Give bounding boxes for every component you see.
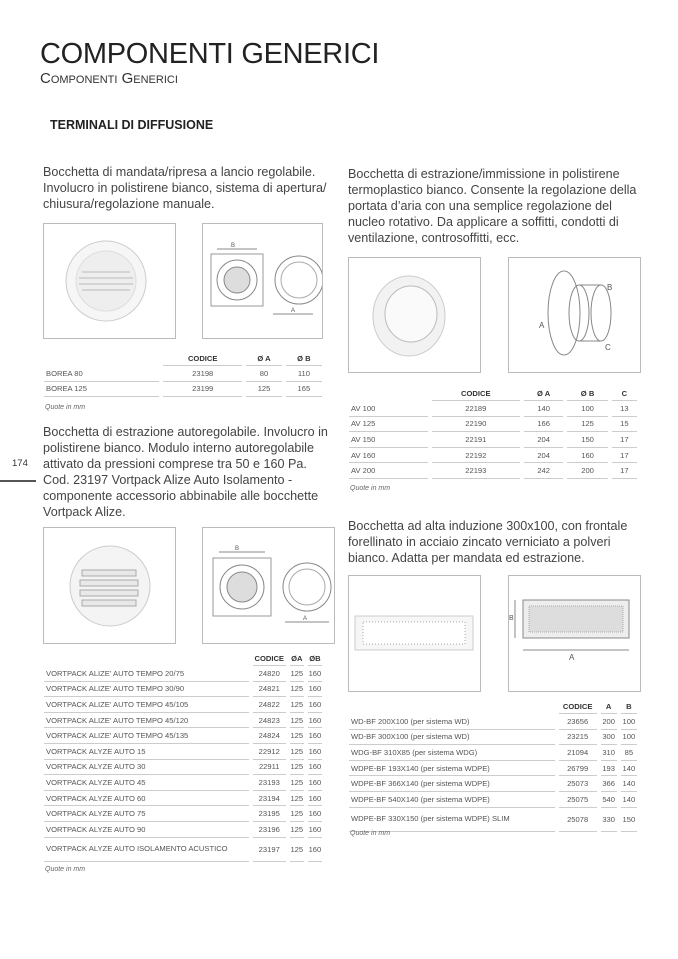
column-header: CODICE bbox=[163, 351, 242, 366]
product-description: Bocchetta di estrazione autoregolabile. Involucro in polistirene bianco. Modulo interno autoregolabile attivato da pressioni comprese tra 50 e 160 Pa. Cod. 23197 Vortpack Alize Auto Isolamento - componente accessorio abbinabile alle bocchette Vortpack Alize. bbox=[43, 425, 328, 519]
table-cell: 23199 bbox=[163, 382, 242, 398]
table-cell: 23197 bbox=[253, 838, 286, 862]
table-cell: 125 bbox=[290, 838, 304, 862]
table-cell: 22190 bbox=[432, 417, 520, 433]
page-number-rule bbox=[0, 480, 36, 482]
column-header: ØB bbox=[308, 651, 322, 666]
table-cell: 100 bbox=[621, 730, 637, 746]
product-name-cell: VORTPACK ALIZE' AUTO TEMPO 45/105 bbox=[44, 697, 249, 713]
table-cell: 22189 bbox=[432, 401, 520, 417]
table-cell: 125 bbox=[290, 697, 304, 713]
table-cell: 160 bbox=[308, 822, 322, 838]
table-cell: 25075 bbox=[559, 792, 597, 808]
product-description: Bocchetta ad alta induzione 300x100, con frontale forellinato in acciaio zincato verniciato a polveri bianco. Adatta per mandata ed estrazione. bbox=[348, 519, 628, 565]
table-cell: 125 bbox=[290, 666, 304, 682]
table-cell: 160 bbox=[308, 838, 322, 862]
table-cell: 22191 bbox=[432, 432, 520, 448]
table-cell: 150 bbox=[621, 808, 637, 832]
table-cell: 125 bbox=[290, 791, 304, 807]
table-cell: 204 bbox=[524, 432, 563, 448]
product-description: Bocchetta di estrazione/immissione in polistirene termoplastico bianco. Consente la regolazione della portata d’aria con una semplice regolazione del nucleo rotativo. Da applicare a soffitti, condotti di ventilazione, controsoffitti, ecc. bbox=[348, 167, 637, 245]
product-name-cell: AV 125 bbox=[349, 417, 428, 433]
table-row bbox=[44, 682, 322, 698]
product-name-cell: WDPE-BF 540X140 (per sistema WDPE) bbox=[349, 792, 555, 808]
product-name-cell: WDPE-BF 366X140 (per sistema WDPE) bbox=[349, 776, 555, 792]
product-name-cell: VORTPACK ALIZE' AUTO TEMPO 30/90 bbox=[44, 682, 249, 698]
column-header bbox=[44, 651, 249, 666]
table-cell: 23193 bbox=[253, 775, 286, 791]
product-name-cell: VORTPACK ALYZE AUTO 90 bbox=[44, 822, 249, 838]
table-cell: 160 bbox=[308, 666, 322, 682]
table-cell: 23195 bbox=[253, 806, 286, 822]
table-cell: 80 bbox=[246, 366, 281, 382]
table-row bbox=[44, 697, 322, 713]
table-cell: 25073 bbox=[559, 776, 597, 792]
table-cell: 200 bbox=[567, 463, 607, 479]
product-description: Bocchetta di mandata/ripresa a lancio regolabile. Involucro in polistirene bianco, sistema di apertura/ chiusura/regolazione manuale. bbox=[43, 165, 327, 211]
column-header bbox=[44, 351, 159, 366]
table-cell: 125 bbox=[290, 822, 304, 838]
units-note: Quote in mm bbox=[45, 404, 86, 411]
table-cell: 160 bbox=[308, 775, 322, 791]
column-header: Ø A bbox=[524, 386, 563, 401]
table-row bbox=[44, 822, 322, 838]
table-cell: 125 bbox=[290, 713, 304, 729]
table-cell: 166 bbox=[524, 417, 563, 433]
column-header: Ø A bbox=[246, 351, 281, 366]
page-number: 174 bbox=[12, 458, 28, 469]
table-cell: 125 bbox=[290, 682, 304, 698]
table-header-row bbox=[349, 386, 637, 401]
table-cell: 85 bbox=[621, 745, 637, 761]
product-name-cell: WD-BF 200X100 (per sistema WD) bbox=[349, 714, 555, 730]
table-cell: 24821 bbox=[253, 682, 286, 698]
table-cell: 22911 bbox=[253, 760, 286, 776]
table-row bbox=[349, 432, 637, 448]
column-header: CODICE bbox=[559, 699, 597, 714]
table-cell: 125 bbox=[246, 382, 281, 398]
table-row bbox=[44, 791, 322, 807]
product-name-cell: AV 160 bbox=[349, 448, 428, 464]
product-name-cell: WDG-BF 310X85 (per sistema WDG) bbox=[349, 745, 555, 761]
table-cell: 300 bbox=[601, 730, 617, 746]
table-cell: 23196 bbox=[253, 822, 286, 838]
table-cell: 200 bbox=[601, 714, 617, 730]
product-name-cell: VORTPACK ALIZE' AUTO TEMPO 20/75 bbox=[44, 666, 249, 682]
page-subtitle: Componenti Generici bbox=[40, 70, 178, 87]
column-header: CODICE bbox=[432, 386, 520, 401]
product-photo bbox=[43, 527, 176, 644]
table-cell: 24822 bbox=[253, 697, 286, 713]
table-row bbox=[44, 713, 322, 729]
product-name-cell: VORTPACK ALYZE AUTO 60 bbox=[44, 791, 249, 807]
table-row bbox=[44, 382, 322, 398]
table-cell: 17 bbox=[612, 463, 637, 479]
technical-drawing bbox=[508, 575, 641, 692]
table-row bbox=[349, 761, 637, 777]
table-cell: 23656 bbox=[559, 714, 597, 730]
column-header: C bbox=[612, 386, 637, 401]
product-name-cell: BOREA 80 bbox=[44, 366, 159, 382]
product-name-cell: VORTPACK ALYZE AUTO ISOLAMENTO ACUSTICO bbox=[44, 838, 249, 862]
product-name-cell: VORTPACK ALYZE AUTO 30 bbox=[44, 760, 249, 776]
product-name-cell: AV 100 bbox=[349, 401, 428, 417]
product-name-cell: AV 150 bbox=[349, 432, 428, 448]
table-cell: 13 bbox=[612, 401, 637, 417]
table-cell: 100 bbox=[567, 401, 607, 417]
table-row bbox=[44, 806, 322, 822]
table-cell: 22192 bbox=[432, 448, 520, 464]
diagram-label: A bbox=[291, 308, 296, 314]
diagram-label: C bbox=[605, 343, 611, 352]
table-cell: 125 bbox=[567, 417, 607, 433]
column-header: A bbox=[601, 699, 617, 714]
product-name-cell: WDPE-BF 193X140 (per sistema WDPE) bbox=[349, 761, 555, 777]
product-name-cell: WD-BF 300X100 (per sistema WD) bbox=[349, 730, 555, 746]
technical-drawing bbox=[202, 223, 323, 339]
table-cell: 204 bbox=[524, 448, 563, 464]
diagram-label: B bbox=[607, 283, 613, 292]
section-title: TERMINALI DI DIFFUSIONE bbox=[50, 118, 214, 132]
table-cell: 540 bbox=[601, 792, 617, 808]
product-photo bbox=[348, 257, 481, 373]
table-cell: 160 bbox=[567, 448, 607, 464]
table-cell: 23215 bbox=[559, 730, 597, 746]
table-cell: 22912 bbox=[253, 744, 286, 760]
table-row bbox=[349, 776, 637, 792]
diagram-label: A bbox=[569, 653, 575, 662]
table-cell: 160 bbox=[308, 806, 322, 822]
table-cell: 22193 bbox=[432, 463, 520, 479]
product-name-cell: VORTPACK ALIZE' AUTO TEMPO 45/135 bbox=[44, 728, 249, 744]
table-row bbox=[349, 463, 637, 479]
table-cell: 160 bbox=[308, 728, 322, 744]
column-header: Ø B bbox=[567, 386, 607, 401]
table-cell: 25078 bbox=[559, 808, 597, 832]
table-cell: 140 bbox=[621, 792, 637, 808]
table-cell: 165 bbox=[286, 382, 322, 398]
column-header: B bbox=[621, 699, 637, 714]
product-table bbox=[345, 386, 641, 479]
table-cell: 125 bbox=[290, 728, 304, 744]
product-photo bbox=[348, 575, 481, 692]
product-name-cell: VORTPACK ALIZE' AUTO TEMPO 45/120 bbox=[44, 713, 249, 729]
product-name-cell: VORTPACK ALYZE AUTO 15 bbox=[44, 744, 249, 760]
table-header-row bbox=[44, 651, 322, 666]
table-row bbox=[349, 730, 637, 746]
table-cell: 100 bbox=[621, 714, 637, 730]
table-header-row bbox=[44, 351, 322, 366]
table-cell: 140 bbox=[621, 776, 637, 792]
product-name-cell: BOREA 125 bbox=[44, 382, 159, 398]
table-cell: 17 bbox=[612, 448, 637, 464]
table-cell: 24823 bbox=[253, 713, 286, 729]
table-cell: 140 bbox=[621, 761, 637, 777]
table-cell: 366 bbox=[601, 776, 617, 792]
table-header-row bbox=[349, 699, 637, 714]
table-row bbox=[44, 760, 322, 776]
product-name-cell: WDPE-BF 330X150 (per sistema WDPE) SLIM bbox=[349, 808, 555, 832]
units-note: Quote in mm bbox=[350, 830, 391, 837]
table-row bbox=[44, 838, 322, 862]
product-table bbox=[40, 651, 326, 862]
column-header: Ø B bbox=[286, 351, 322, 366]
technical-drawing bbox=[202, 527, 335, 644]
page-title: COMPONENTI GENERICI bbox=[40, 38, 380, 70]
table-row bbox=[349, 401, 637, 417]
table-row bbox=[349, 792, 637, 808]
diagram-label: A bbox=[539, 321, 545, 330]
table-cell: 125 bbox=[290, 775, 304, 791]
table-row bbox=[44, 666, 322, 682]
column-header bbox=[349, 699, 555, 714]
table-row bbox=[349, 714, 637, 730]
product-name-cell: VORTPACK ALYZE AUTO 45 bbox=[44, 775, 249, 791]
diagram-label: B bbox=[231, 243, 236, 249]
table-row bbox=[349, 448, 637, 464]
technical-drawing bbox=[508, 257, 641, 373]
table-cell: 125 bbox=[290, 744, 304, 760]
table-cell: 242 bbox=[524, 463, 563, 479]
table-cell: 24820 bbox=[253, 666, 286, 682]
table-row bbox=[44, 744, 322, 760]
diagram-label: B bbox=[509, 615, 514, 622]
product-table bbox=[40, 351, 326, 397]
table-cell: 330 bbox=[601, 808, 617, 832]
table-cell: 160 bbox=[308, 697, 322, 713]
table-cell: 193 bbox=[601, 761, 617, 777]
table-cell: 23194 bbox=[253, 791, 286, 807]
table-cell: 150 bbox=[567, 432, 607, 448]
table-row bbox=[349, 417, 637, 433]
product-name-cell: VORTPACK ALYZE AUTO 75 bbox=[44, 806, 249, 822]
table-row bbox=[349, 745, 637, 761]
table-cell: 160 bbox=[308, 682, 322, 698]
column-header bbox=[349, 386, 428, 401]
table-cell: 160 bbox=[308, 791, 322, 807]
table-cell: 160 bbox=[308, 760, 322, 776]
table-cell: 23198 bbox=[163, 366, 242, 382]
product-table bbox=[345, 699, 641, 832]
product-photo bbox=[43, 223, 176, 339]
table-row bbox=[44, 728, 322, 744]
table-cell: 125 bbox=[290, 806, 304, 822]
units-note: Quote in mm bbox=[45, 866, 86, 873]
table-row bbox=[44, 366, 322, 382]
column-header: CODICE bbox=[253, 651, 286, 666]
table-cell: 110 bbox=[286, 366, 322, 382]
table-cell: 125 bbox=[290, 760, 304, 776]
table-cell: 24824 bbox=[253, 728, 286, 744]
table-cell: 15 bbox=[612, 417, 637, 433]
product-name-cell: AV 200 bbox=[349, 463, 428, 479]
table-cell: 26799 bbox=[559, 761, 597, 777]
table-cell: 17 bbox=[612, 432, 637, 448]
diagram-label: B bbox=[235, 546, 240, 552]
table-row bbox=[349, 808, 637, 832]
table-cell: 160 bbox=[308, 713, 322, 729]
table-cell: 160 bbox=[308, 744, 322, 760]
units-note: Quote in mm bbox=[350, 485, 391, 492]
table-row bbox=[44, 775, 322, 791]
diagram-label: A bbox=[303, 616, 308, 622]
table-cell: 310 bbox=[601, 745, 617, 761]
column-header: ØA bbox=[290, 651, 304, 666]
table-cell: 21094 bbox=[559, 745, 597, 761]
table-cell: 140 bbox=[524, 401, 563, 417]
